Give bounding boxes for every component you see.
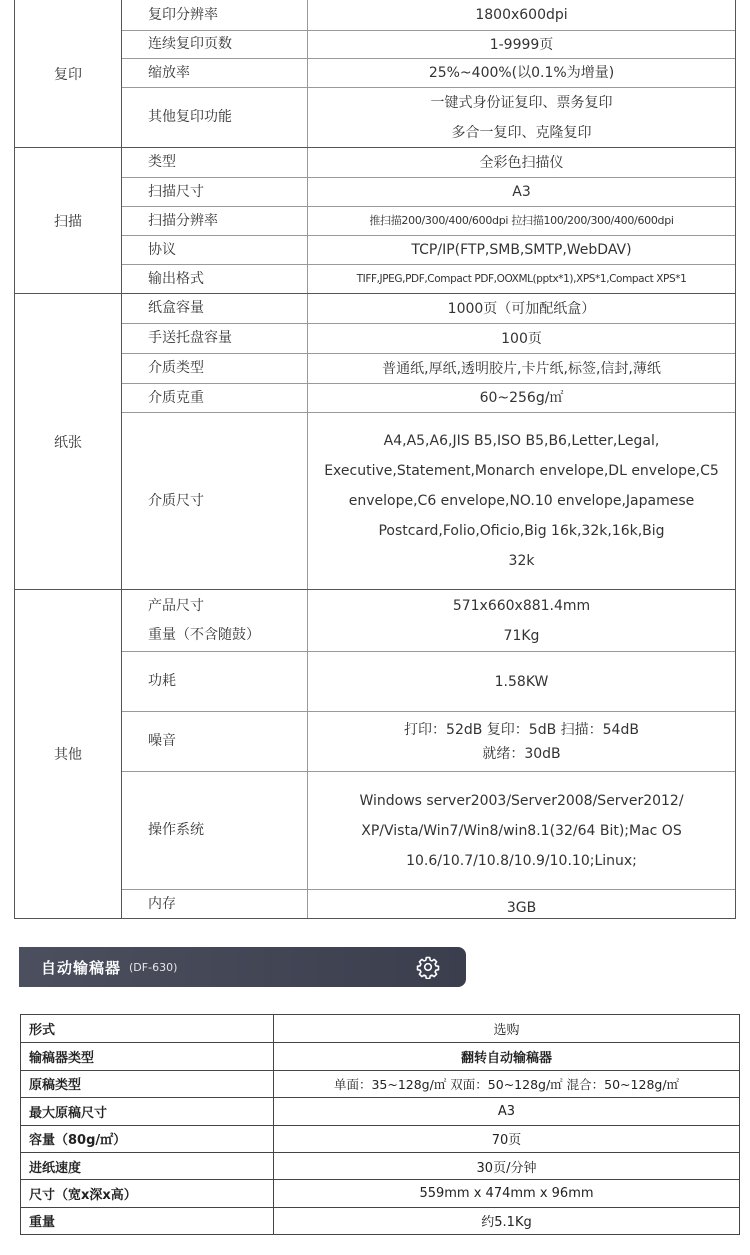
adf-value: A3 <box>497 1103 516 1119</box>
adf-key: 原稿类型 <box>21 1071 274 1097</box>
banner-model: (DF-630) <box>129 960 178 974</box>
spec-label: 介质克重 <box>148 389 204 406</box>
spec-value: TCP/IP(FTP,SMB,SMTP,WebDAV) <box>411 242 632 258</box>
spec-label: 介质尺寸 <box>148 492 204 509</box>
group-name: 纸张 <box>15 294 122 589</box>
spec-label: 内存 <box>148 895 176 912</box>
spec-row <box>122 264 735 293</box>
spec-row <box>122 383 735 412</box>
spec-value: XP/Vista/Win7/Win8/win8.1(32/64 Bit);Mac OS <box>361 822 682 839</box>
spec-row <box>122 711 735 771</box>
spec-value: 全彩色扫描仪 <box>479 154 564 171</box>
spec-value: 一键式身份证复印、票务复印 <box>430 94 613 111</box>
spec-table <box>14 0 736 919</box>
spec-value: 100页 <box>501 330 542 347</box>
spec-value: envelope,C6 envelope,NO.10 envelope,Japamese <box>348 493 695 509</box>
group-copy <box>15 0 735 147</box>
spec-label: 介质类型 <box>148 360 204 376</box>
spec-value: 普通纸,厚纸,透明胶片,卡片纸,标签,信封,薄纸 <box>382 360 661 377</box>
banner-title: 自动输稿器 <box>41 958 122 977</box>
spec-label: 重量（不含随鼓） <box>148 626 260 643</box>
spec-label: 其他复印功能 <box>148 109 232 125</box>
spec-row <box>122 87 735 147</box>
table-row <box>21 1125 739 1152</box>
spec-row <box>122 294 735 323</box>
adf-key: 形式 <box>21 1015 274 1042</box>
adf-section-banner <box>19 947 466 987</box>
spec-value: 推扫描200/300/400/600dpi 拉扫描100/200/300/400/600dpi <box>369 214 674 227</box>
spec-label: 连续复印页数 <box>148 36 232 52</box>
table-row <box>21 1207 739 1234</box>
spec-value: 就绪：30dB <box>482 745 561 762</box>
adf-key: 重量 <box>21 1208 274 1234</box>
adf-value: 70页 <box>491 1133 522 1149</box>
table-row <box>21 1015 739 1042</box>
spec-value: 1.58KW <box>494 673 549 690</box>
spec-row <box>122 651 735 711</box>
spec-label: 噪音 <box>148 733 176 749</box>
adf-key: 容量（80g/㎡） <box>21 1126 274 1152</box>
spec-label: 缩放率 <box>148 64 190 81</box>
adf-value: 单面：35~128g/㎡ 双面：50~128g/㎡ 混合：50~128g/㎡ <box>333 1076 680 1092</box>
adf-value: 30页/分钟 <box>476 1160 537 1176</box>
adf-table <box>20 1014 740 1235</box>
spec-value: 多合一复印、克隆复印 <box>451 124 592 141</box>
spec-value: 1-9999页 <box>489 36 554 53</box>
adf-key: 进纸速度 <box>21 1153 274 1179</box>
table-row <box>21 1179 739 1206</box>
spec-row <box>122 206 735 235</box>
spec-value: 打印：52dB 复印：5dB 扫描：54dB <box>404 721 639 738</box>
spec-row <box>122 177 735 206</box>
spec-row <box>122 58 735 87</box>
group-scan <box>15 147 735 293</box>
spec-row <box>122 0 735 30</box>
group-name: 复印 <box>15 0 122 147</box>
spec-label: 功耗 <box>148 673 176 689</box>
table-row <box>21 1042 739 1069</box>
spec-label: 类型 <box>148 154 176 170</box>
spec-value: Windows server2003/Server2008/Server2012/ <box>359 792 684 809</box>
spec-value: 60~256g/㎡ <box>479 390 564 406</box>
spec-value: Postcard,Folio,Oficio,Big 16k,32k,16k,Big <box>378 523 665 539</box>
spec-row <box>122 590 735 651</box>
spec-value: 32k <box>508 553 535 569</box>
adf-value: 约5.1Kg <box>481 1215 532 1231</box>
spec-label: 输出格式 <box>148 270 204 287</box>
spec-label: 产品尺寸 <box>148 597 204 614</box>
spec-label: 协议 <box>148 241 176 258</box>
spec-row <box>122 889 735 918</box>
table-row <box>21 1152 739 1179</box>
spec-label: 纸盒容量 <box>148 300 204 316</box>
spec-value: Executive,Statement,Monarch envelope,DL envelope,C5 <box>324 463 719 479</box>
spec-label: 操作系统 <box>148 822 204 838</box>
spec-label: 手送托盘容量 <box>148 330 232 346</box>
spec-row <box>122 323 735 353</box>
spec-row <box>122 30 735 58</box>
spec-value: 3GB <box>506 900 537 916</box>
spec-value: 1000页（可加配纸盒） <box>447 300 596 317</box>
adf-value: 559mm x 474mm x 96mm <box>419 1186 594 1202</box>
spec-label: 扫描分辨率 <box>148 212 218 229</box>
spec-label: 扫描尺寸 <box>148 183 204 200</box>
spec-label: 复印分辨率 <box>148 6 218 23</box>
adf-key: 输稿器类型 <box>21 1043 274 1069</box>
spec-value: 571x660x881.4mm <box>452 597 591 614</box>
table-row <box>21 1097 739 1124</box>
adf-key: 尺寸（宽x深x高） <box>21 1180 274 1206</box>
gear-icon <box>416 955 440 979</box>
spec-row <box>122 771 735 889</box>
adf-value: 翻转自动输稿器 <box>460 1051 552 1067</box>
spec-value: A3 <box>512 184 531 200</box>
spec-row <box>122 235 735 264</box>
spec-row <box>122 353 735 383</box>
group-paper <box>15 293 735 589</box>
spec-value: 1800x600dpi <box>475 7 568 23</box>
group-name: 扫描 <box>15 148 122 293</box>
spec-value: TIFF,JPEG,PDF,Compact PDF,OOXML(pptx*1),XPS*1,Compact XPS*1 <box>356 273 687 285</box>
spec-value: 25%~400%(以0.1%为增量) <box>428 65 615 81</box>
spec-row <box>122 148 735 177</box>
spec-value: A4,A5,A6,JIS B5,ISO B5,B6,Letter,Legal, <box>383 433 660 449</box>
spec-value: 10.6/10.7/10.8/10.9/10.10;Linux; <box>406 852 637 869</box>
adf-value: 选购 <box>493 1023 520 1039</box>
group-other <box>15 589 735 918</box>
table-row <box>21 1070 739 1097</box>
spec-row <box>122 412 735 589</box>
spec-value: 71Kg <box>503 627 540 644</box>
group-name: 其他 <box>15 590 122 918</box>
adf-key: 最大原稿尺寸 <box>21 1098 274 1124</box>
